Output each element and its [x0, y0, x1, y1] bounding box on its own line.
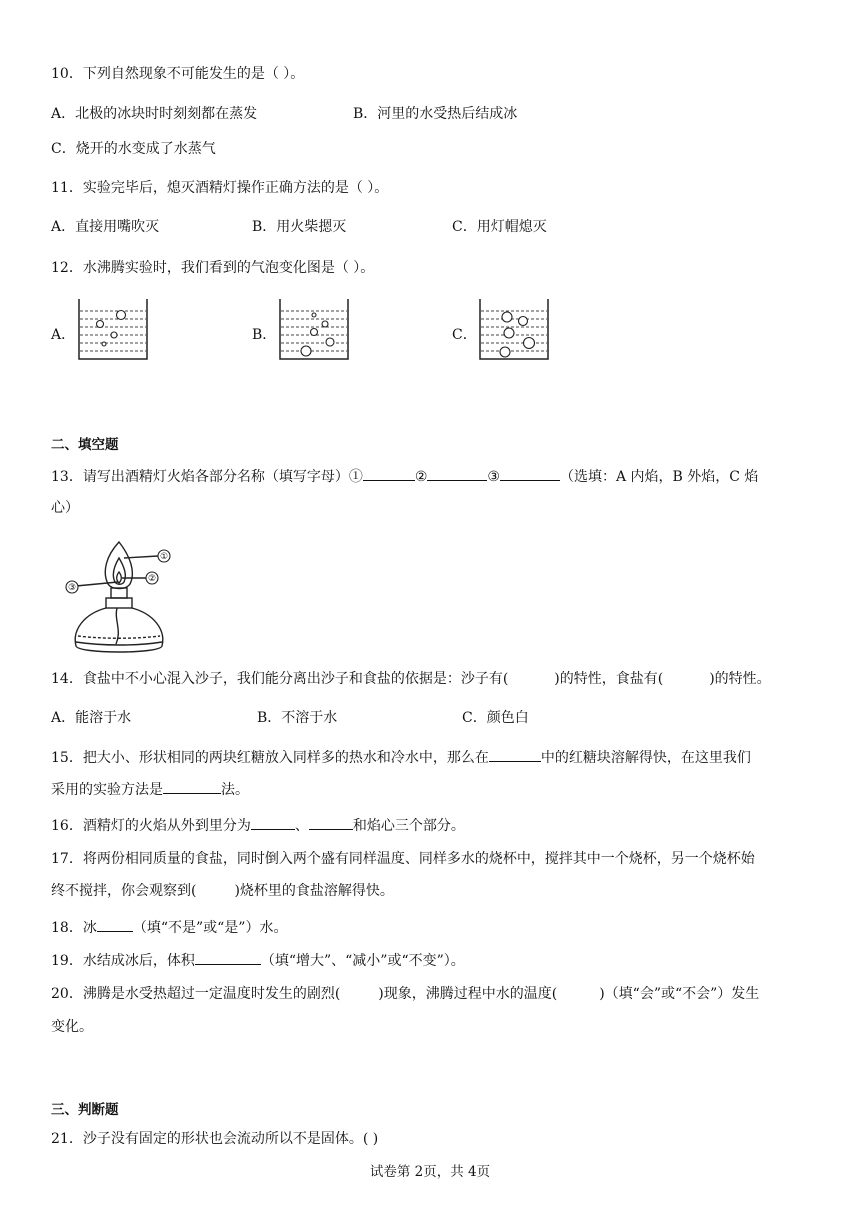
beaker-a-diagram	[77, 297, 149, 361]
q12-option-b: B．	[252, 327, 277, 343]
q20-text-2: )现象，沸腾过程中水的温度(	[378, 986, 558, 1002]
q10-option-c: C．烧开的水变成了水蒸气	[51, 141, 216, 157]
q16-blank-1[interactable]	[251, 815, 295, 830]
q15-text-3: 采用的实验方法是	[51, 782, 163, 798]
flame-label-2: ②	[147, 574, 157, 584]
q16-text-3: 和焰心三个部分。	[352, 818, 465, 834]
q14-option-b: B．不溶于水	[257, 710, 338, 726]
q20-line-2: 变化。	[51, 1019, 93, 1035]
q13-text-1: 13．请写出酒精灯火焰各部分名称（填写字母）①	[51, 469, 363, 485]
flame-label-3: ③	[67, 583, 77, 593]
beaker-c-diagram	[478, 297, 550, 361]
q10-stem: 10．下列自然现象不可能发生的是（ ）。	[51, 66, 305, 82]
q19-line	[51, 950, 465, 971]
q18-text-2: （填“不是”或“是”）水。	[132, 920, 288, 936]
q13-text-4: （选填：A 内焰，B 外焰，C 焰	[559, 469, 759, 485]
q11-stem: 11．实验完毕后，熄灭酒精灯操作正确方法的是（ ）。	[51, 180, 389, 196]
q12-option-c: C．	[452, 327, 477, 343]
q14-stem	[51, 669, 771, 689]
q19-text-1: 19．水结成冰后，体积	[51, 953, 195, 969]
q17-line-1: 17．将两份相同质量的食盐，同时倒入两个盛有同样温度、同样多水的烧杯中，搅拌其中一个烧杯，另一个烧杯始	[51, 851, 755, 867]
q13-text-3: ③	[487, 469, 500, 485]
q19-text-2: （填“增大”、“减小”或“不变”）。	[260, 953, 465, 969]
section-2-heading: 二、填空题	[51, 437, 119, 453]
q14-option-a: A．能溶于水	[51, 710, 132, 726]
q21-stem: 21．沙子没有固定的形状也会流动所以不是固体。( )	[51, 1131, 379, 1147]
q12-option-a: A．	[51, 327, 76, 343]
q14-text-1: 14．食盐中不小心混入沙子，我们能分离出沙子和食盐的依据是：沙子有(	[51, 671, 509, 687]
q16-line	[51, 815, 465, 836]
q18-blank[interactable]	[97, 917, 133, 932]
q10-option-a: A．北极的冰块时时刻刻都在蒸发	[51, 106, 258, 122]
q13-line-2: 心）	[51, 500, 79, 516]
q17-text-2: )烧杯里的食盐溶解得快。	[234, 883, 394, 899]
section-3-heading: 三、判断题	[51, 1102, 119, 1118]
q16-text-1: 16．酒精灯的火焰从外到里分为	[51, 818, 251, 834]
page-footer: 试卷第 2页，共 4页	[369, 1164, 491, 1180]
q14-text-2: )的特性，食盐有(	[554, 671, 664, 687]
q20-text-1: 20．沸腾是水受热超过一定温度时发生的剧烈(	[51, 986, 341, 1002]
q13-line-1	[51, 466, 758, 487]
q20-line-1	[51, 984, 759, 1004]
q12-stem: 12．水沸腾实验时，我们看到的气泡变化图是（ ）。	[51, 260, 375, 276]
q13-blank-2[interactable]	[427, 466, 487, 481]
q16-blank-2[interactable]	[309, 815, 353, 830]
q14-text-3: )的特性。	[709, 671, 771, 687]
q17-line-2	[51, 881, 394, 901]
q15-text-4: 法。	[221, 782, 249, 798]
q11-option-b: B．用火柴摁灭	[252, 219, 347, 235]
q19-blank[interactable]	[195, 950, 261, 965]
q13-blank-1[interactable]	[363, 466, 415, 481]
q14-option-c: C．颜色白	[462, 710, 529, 726]
q18-text-1: 18．冰	[51, 920, 97, 936]
q11-option-c: C．用灯帽熄灭	[452, 219, 547, 235]
q15-blank-2[interactable]	[163, 779, 221, 794]
q15-line-2	[51, 779, 249, 800]
q16-text-2: 、	[294, 818, 309, 834]
q13-blank-3[interactable]	[500, 466, 560, 481]
q15-blank-1[interactable]	[489, 747, 541, 762]
q13-text-2: ②	[414, 469, 428, 485]
q11-option-a: A．直接用嘴吹灭	[51, 219, 160, 235]
q15-line-1	[51, 747, 751, 768]
q15-text-1: 15．把大小、形状相同的两块红糖放入同样多的热水和冷水中，那么在	[51, 750, 489, 766]
q15-text-2: 中的红糖块溶解得快，在这里我们	[540, 750, 751, 766]
flame-label-1: ①	[159, 552, 169, 562]
q10-option-b: B．河里的水受热后结成冰	[353, 106, 518, 122]
q20-text-3: )（填“会”或“不会”）发生	[599, 986, 760, 1002]
beaker-b-diagram	[278, 297, 350, 361]
q18-line	[51, 917, 287, 938]
alcohol-lamp-diagram	[62, 538, 180, 660]
q17-text-1: 终不搅拌，你会观察到(	[51, 883, 197, 899]
